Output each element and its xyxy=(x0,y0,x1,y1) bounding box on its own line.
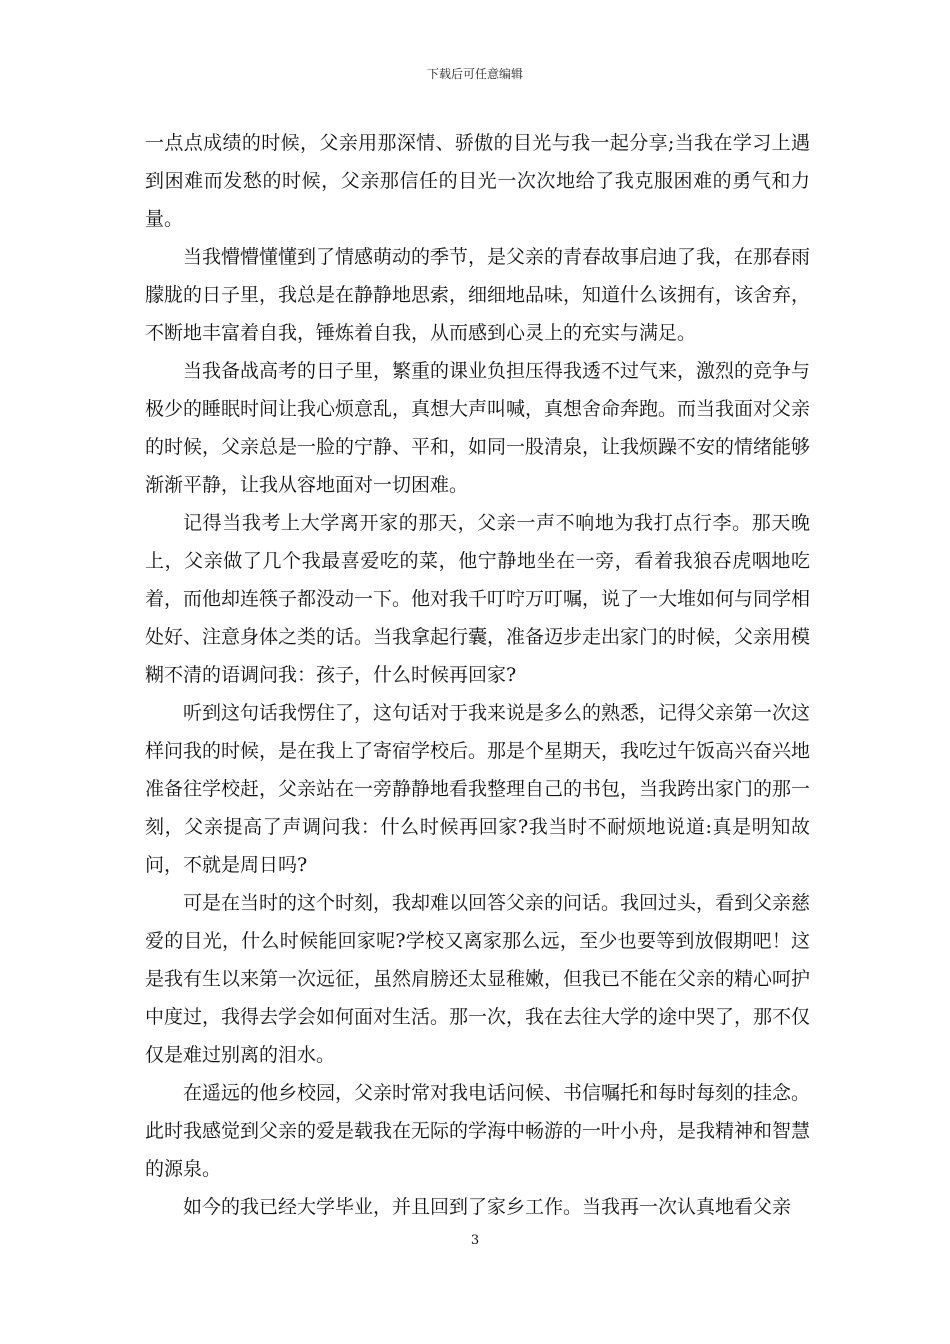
paragraph: 听到这句话我愣住了，这句话对于我来说是多么的熟悉，记得父亲第一次这样问我的时候，是在我上了寄宿学校后。那是个星期天，我吃过午饭高兴奋兴地准备往学校赶，父亲站在一旁静静地看我整理自己的书包，当我跨出家门的那一刻，父亲提高了声调问我：什么时候再回家?我当时不耐烦地说道:真是明知故问，不就是周日吗? xyxy=(145,702,811,876)
paragraph: 当我备战高考的日子里，繁重的课业负担压得我透不过气来，激烈的竞争与极少的睡眠时间让我心烦意乱，真想大声叫喊，真想舍命奔跑。而当我面对父亲的时候，父亲总是一脸的宁静、平和，如同一股清泉，让我烦躁不安的情绪能够渐渐平静，让我从容地面对一切困难。 xyxy=(145,360,811,496)
paragraph: 一点点成绩的时候，父亲用那深情、骄傲的目光与我一起分享;当我在学习上遇到困难而发愁的时候，父亲那信任的目光一次次地给了我克服困难的勇气和力量。 xyxy=(145,132,810,230)
page-header-note: 下载后可任意编辑 xyxy=(426,67,523,81)
page-number: 3 xyxy=(470,1233,480,1248)
paragraph: 在遥远的他乡校园，父亲时常对我电话问候、书信嘱托和每时每刻的挂念。此时我感觉到父亲的爱是载我在无际的学海中畅游的一叶小舟，是我精神和智慧的源泉。 xyxy=(145,1082,811,1180)
paragraph: 记得当我考上大学离开家的那天，父亲一声不响地为我打点行李。那天晚上，父亲做了几个我最喜爱吃的菜，他宁静地坐在一旁，看着我狼吞虎咽地吃着，而他却连筷子都没动一下。他对我千叮咛万叮嘱，说了一大堆如何与同学相处好、注意身体之类的话。当我拿起行囊，准备迈步走出家门的时候，父亲用模糊不清的语调问我：孩子，什么时候再回家? xyxy=(145,512,811,686)
paragraph: 可是在当时的这个时刻，我却难以回答父亲的问话。我回过头，看到父亲慈爱的目光，什么时候能回家呢?学校又离家那么远，至少也要等到放假期吧！这是我有生以来第一次远征，虽然肩膀还太显稚嫩，但我已不能在父亲的精心呵护中度过，我得去学会如何面对生活。那一次，我在去往大学的途中哭了，那不仅仅是难过别离的泪水。 xyxy=(145,892,811,1066)
body-text xyxy=(145,124,810,1226)
paragraph: 当我懵懵懂懂到了情感萌动的季节，是父亲的青春故事启迪了我，在那春雨朦胧的日子里，我总是在静静地思索，细细地品味，知道什么该拥有，该舍弃，不断地丰富着自我，锤炼着自我，从而感到心灵上的充实与满足。 xyxy=(145,246,811,344)
paragraph: 如今的我已经大学毕业，并且回到了家乡工作。当我再一次认真地看父亲 xyxy=(183,1196,792,1218)
